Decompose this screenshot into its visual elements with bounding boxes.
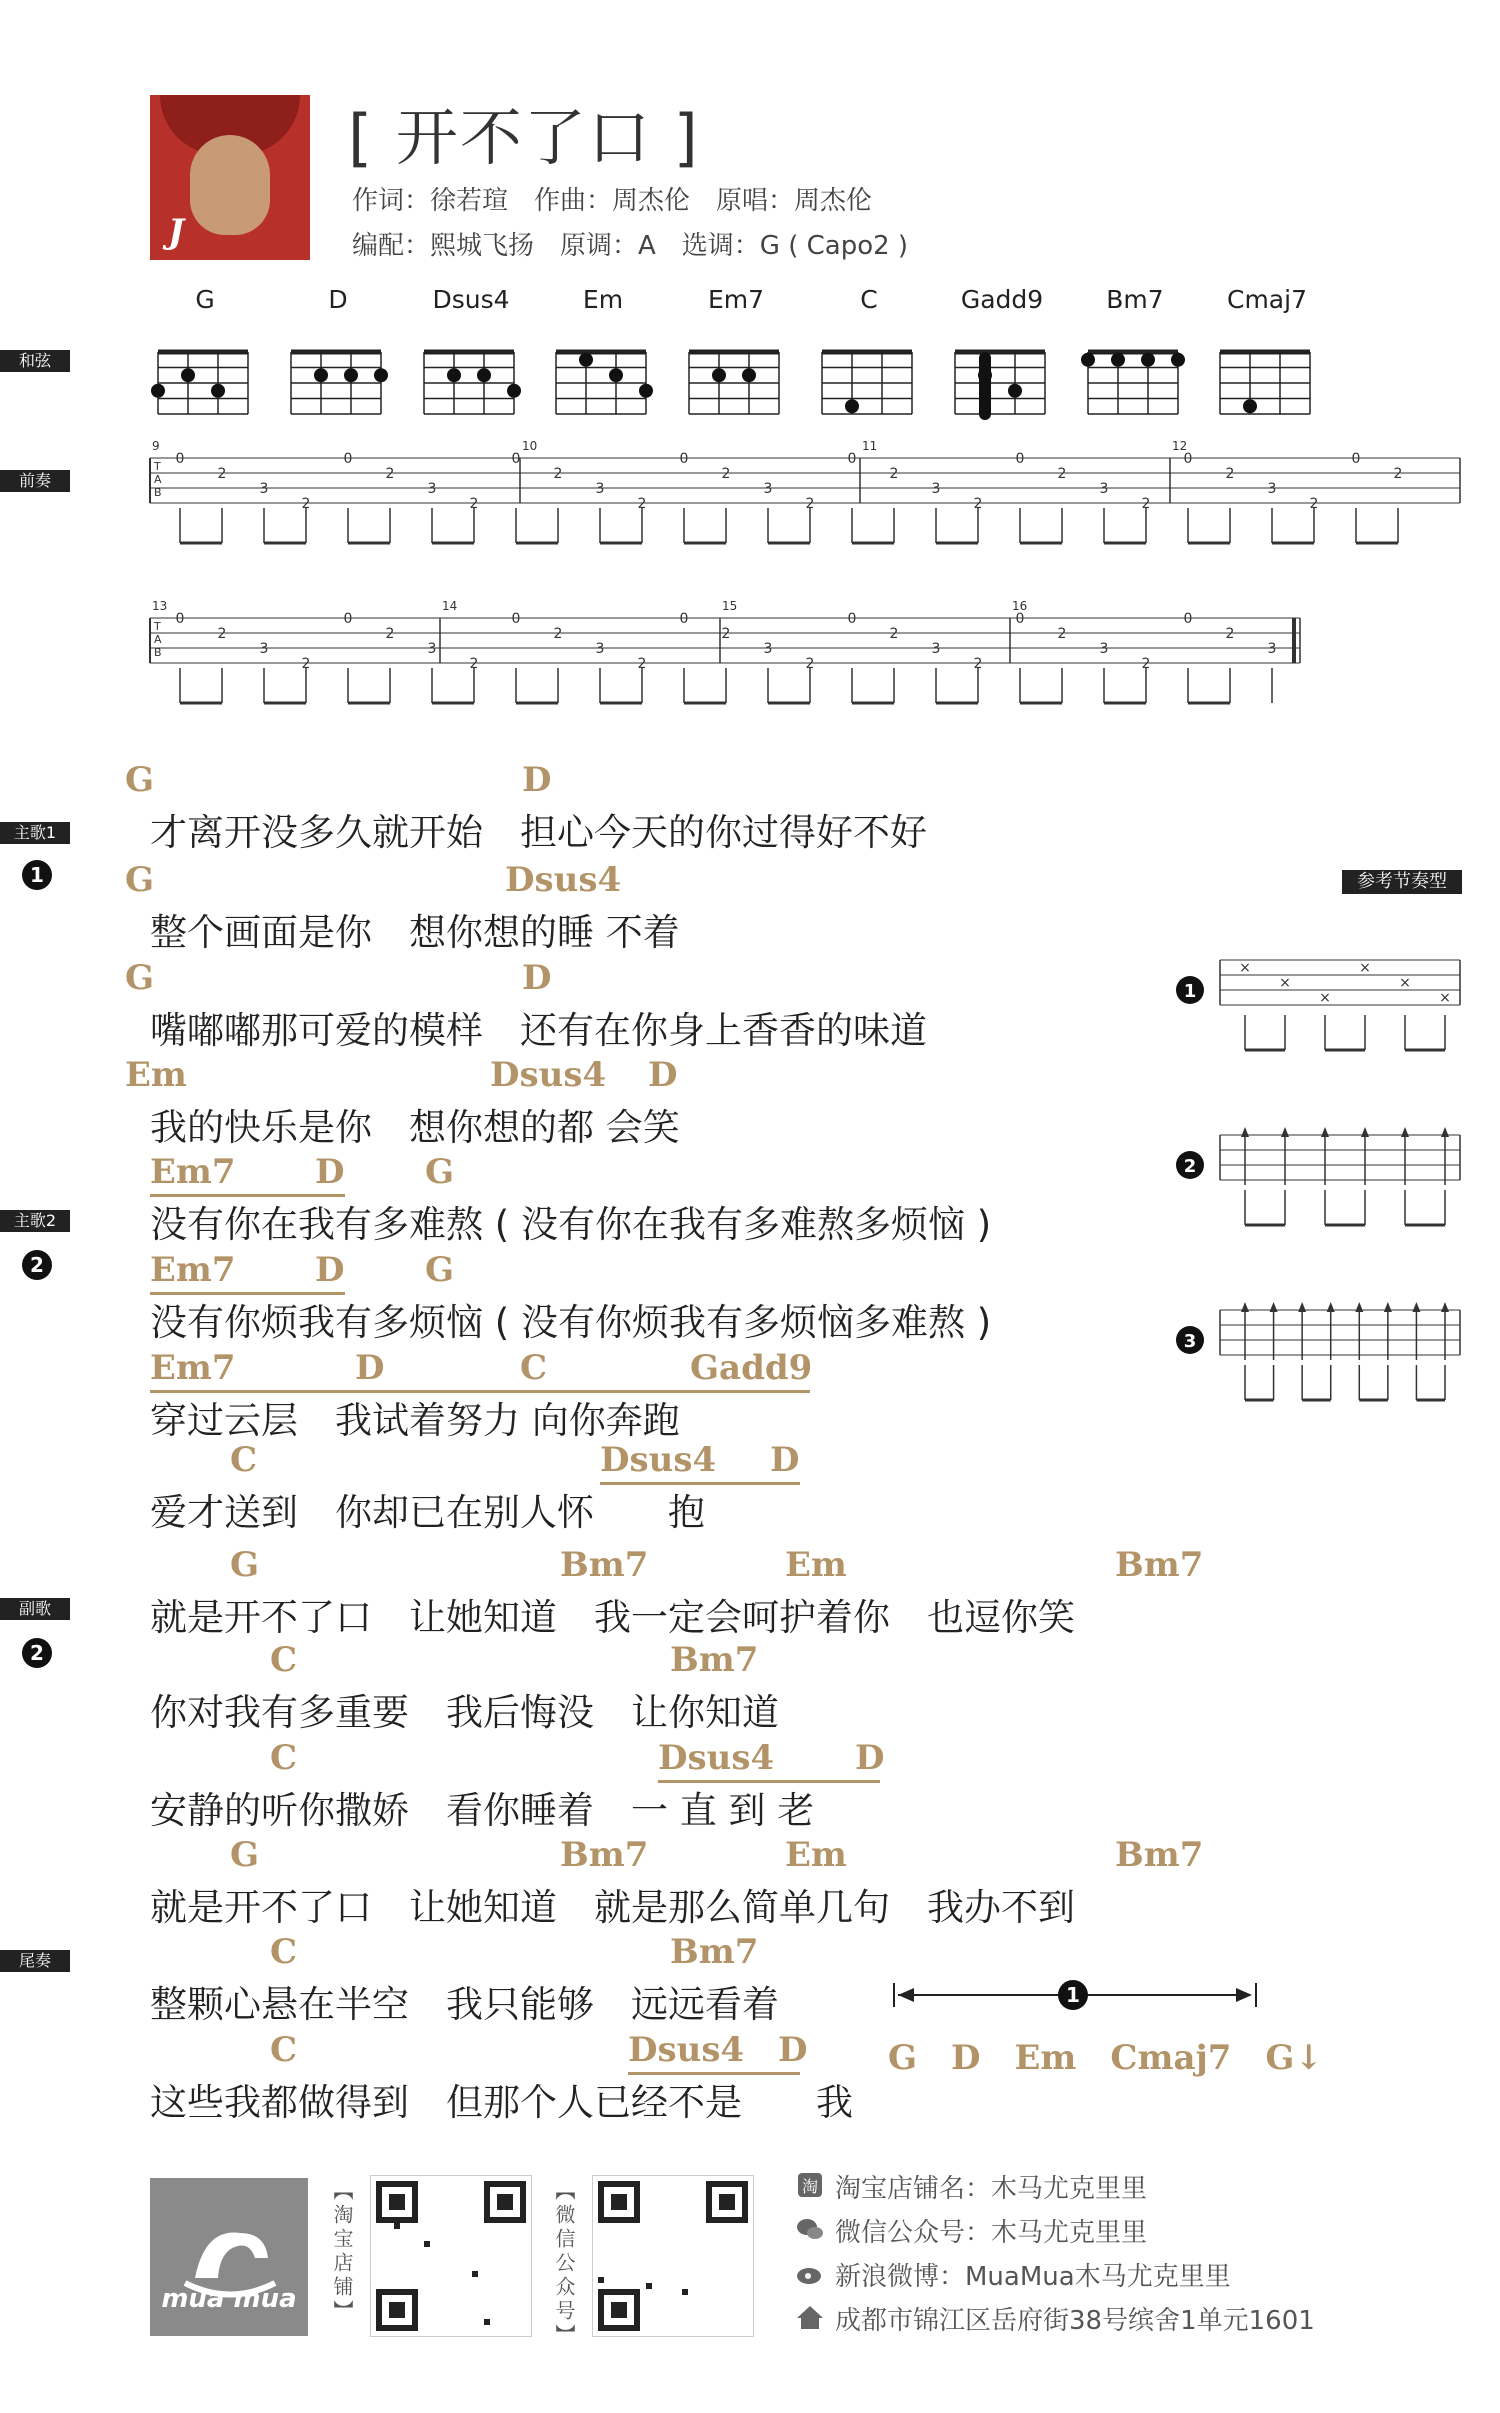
measure-number: 13 <box>152 599 168 613</box>
svg-text:3: 3 <box>259 481 269 497</box>
chord-symbol: Bm7 <box>560 1545 649 1585</box>
rhythm-number: 1 <box>1183 981 1197 1002</box>
chord-diagram-d <box>283 285 393 438</box>
chord-grid <box>283 314 393 434</box>
lyric-line: 你对我有多重要 我后悔没 让你知道 <box>150 1691 779 1734</box>
lyric-line: 没有你烦我有多烦恼 ( 没有你烦我有多烦恼多难熬 ) <box>150 1301 992 1344</box>
svg-text:3: 3 <box>1099 641 1109 657</box>
chord-symbol: C <box>270 1932 298 1972</box>
chord-grid <box>947 314 1057 434</box>
chord-grid <box>548 314 658 434</box>
weibo-icon <box>795 2258 825 2288</box>
chord-diagram-bm7 <box>1080 285 1190 438</box>
svg-text:2: 2 <box>721 626 731 642</box>
chord-symbol: C <box>270 1738 298 1778</box>
chord-symbol: D <box>355 1348 385 1388</box>
svg-text:T: T <box>154 620 161 633</box>
svg-text:0: 0 <box>679 451 689 467</box>
chord-diagram-cmaj7 <box>1212 285 1322 438</box>
chord-symbol: Em7 <box>150 1250 236 1290</box>
svg-text:2: 2 <box>889 626 899 642</box>
svg-text:3: 3 <box>1099 481 1109 497</box>
chord-symbol: Bm7 <box>560 1835 649 1875</box>
svg-text:2: 2 <box>637 496 647 512</box>
taobao-icon <box>795 2170 825 2200</box>
chord-symbol: G <box>125 860 155 900</box>
chord-symbol: Bm7 <box>1115 1545 1204 1585</box>
svg-text:0: 0 <box>175 451 185 467</box>
svg-text:2: 2 <box>1141 496 1151 512</box>
wechat-qr-code[interactable] <box>592 2175 754 2337</box>
verse2-section-label: 主歌2 <box>0 1210 70 1232</box>
chorus-section-label: 副歌 <box>0 1598 70 1620</box>
chord-symbol: D <box>522 958 552 998</box>
svg-text:3: 3 <box>595 641 605 657</box>
svg-text:2: 2 <box>385 466 395 482</box>
chords-section-label: 和弦 <box>0 350 70 372</box>
chord-symbol: D <box>855 1738 885 1778</box>
svg-text:0: 0 <box>847 611 857 627</box>
svg-text:0: 0 <box>511 451 521 467</box>
lyric-line: 整个画面是你 想你想的睡 不着 <box>150 911 680 954</box>
chord-name: C <box>860 285 878 314</box>
wechat-account-text: 微信公众号：木马尤克里里 <box>835 2218 1148 2248</box>
chord-name: D <box>328 285 348 314</box>
chord-diagram-c <box>814 285 924 438</box>
svg-text:2: 2 <box>553 466 563 482</box>
verse1-section-label: 主歌1 <box>0 822 70 844</box>
chord-grid <box>681 314 791 434</box>
ending-marker: 1 <box>1066 1983 1080 2007</box>
ending-chords: G D Em Cmaj7 G↓ <box>888 2038 1323 2078</box>
chord-symbol: Dsus4 <box>628 2030 745 2070</box>
svg-text:2: 2 <box>217 626 227 642</box>
chord-symbol: G <box>125 958 155 998</box>
intro-tab-staff <box>140 438 1470 738</box>
chord-symbol: Em7 <box>150 1152 236 1192</box>
taobao-vertical-label: 【淘宝店铺】 <box>330 2180 354 2324</box>
svg-text:3: 3 <box>931 641 941 657</box>
svg-text:T: T <box>154 460 161 473</box>
reference-rhythm-label: 参考节奏型 <box>1342 870 1462 894</box>
verse2-number: 2 <box>22 1250 52 1280</box>
chord-symbol: G <box>125 760 155 800</box>
chord-name: Em7 <box>707 285 765 314</box>
svg-text:2: 2 <box>469 496 479 512</box>
lyric-line: 才离开没多久就开始 担心今天的你过得好不好 <box>150 811 927 854</box>
svg-text:3: 3 <box>259 641 269 657</box>
svg-text:2: 2 <box>1393 466 1403 482</box>
taobao-qr-code[interactable] <box>370 2175 532 2337</box>
svg-text:2: 2 <box>1309 496 1319 512</box>
chord-symbol: G <box>230 1545 260 1585</box>
svg-text:2: 2 <box>973 656 983 672</box>
chord-symbol: Dsus4 <box>658 1738 775 1778</box>
lyric-line: 这些我都做得到 但那个人已经不是 我 <box>150 2081 853 2124</box>
chord-symbol: Dsus4 <box>600 1440 717 1480</box>
svg-text:0: 0 <box>1015 611 1025 627</box>
chord-diagram-em7 <box>681 285 791 438</box>
chord-symbol: D <box>315 1250 345 1290</box>
chord-symbol: C <box>270 2030 298 2070</box>
wechat-icon <box>795 2214 825 2244</box>
svg-text:×: × <box>1359 960 1371 976</box>
svg-text:2: 2 <box>1057 626 1067 642</box>
svg-text:B: B <box>154 486 162 499</box>
lyric-line: 就是开不了口 让她知道 我一定会呵护着你 也逗你笑 <box>150 1596 1075 1639</box>
svg-text:0: 0 <box>679 611 689 627</box>
chord-symbol: Em <box>125 1055 187 1095</box>
song-title: [ 开不了口 ] <box>348 101 700 174</box>
svg-text:2: 2 <box>637 656 647 672</box>
svg-text:2: 2 <box>553 626 563 642</box>
chord-symbol: D <box>522 760 552 800</box>
chord-symbol: Dsus4 <box>505 860 622 900</box>
svg-text:×: × <box>1239 960 1251 976</box>
svg-text:2: 2 <box>1057 466 1067 482</box>
chord-grid <box>1080 314 1190 434</box>
chord-symbol: Gadd9 <box>690 1348 813 1388</box>
svg-text:0: 0 <box>343 611 353 627</box>
intro-section-label: 前奏 <box>0 470 70 492</box>
home-icon <box>795 2302 825 2332</box>
svg-text:3: 3 <box>931 481 941 497</box>
chord-symbol: Bm7 <box>670 1640 759 1680</box>
lyric-line: 就是开不了口 让她知道 就是那么简单几句 我办不到 <box>150 1886 1075 1929</box>
album-cover: J <box>150 95 310 260</box>
lyric-line: 我的快乐是你 想你想的都 会笑 <box>150 1106 680 1149</box>
svg-text:3: 3 <box>1267 481 1277 497</box>
svg-text:0: 0 <box>847 451 857 467</box>
svg-text:2: 2 <box>385 626 395 642</box>
muamua-logo <box>150 2178 308 2336</box>
svg-text:×: × <box>1319 990 1331 1006</box>
logo-text: mua mua <box>161 2284 297 2314</box>
weibo-text: 新浪微博：MuaMua木马尤克里里 <box>835 2262 1231 2292</box>
chord-grid <box>150 314 260 434</box>
lyric-line: 没有你在我有多难熬 ( 没有你在我有多难熬多烦恼 ) <box>150 1203 992 1246</box>
chord-symbol: G <box>425 1152 455 1192</box>
outro-section-label: 尾奏 <box>0 1950 70 1972</box>
svg-text:0: 0 <box>343 451 353 467</box>
svg-text:3: 3 <box>427 641 437 657</box>
svg-text:×: × <box>1439 990 1451 1006</box>
chord-symbol: C <box>270 1640 298 1680</box>
svg-text:0: 0 <box>1183 611 1193 627</box>
chord-name: G <box>195 285 215 314</box>
rhythm-number: 3 <box>1183 1331 1197 1352</box>
svg-text:0: 0 <box>1183 451 1193 467</box>
chord-symbol: G <box>230 1835 260 1875</box>
lyric-line: 嘴嘟嘟那可爱的模样 还有在你身上香香的味道 <box>150 1009 927 1052</box>
chord-symbol: Em7 <box>150 1348 236 1388</box>
wechat-vertical-label: 【微信公众号】 <box>552 2180 576 2348</box>
svg-text:2: 2 <box>469 656 479 672</box>
reference-rhythm-patterns <box>1175 945 1475 1425</box>
verse1-number: 1 <box>22 860 52 890</box>
chord-grid <box>1212 314 1322 434</box>
measure-number: 9 <box>152 439 160 453</box>
svg-text:A: A <box>154 633 162 646</box>
chord-symbol: Em <box>785 1835 847 1875</box>
measure-number: 15 <box>722 599 738 613</box>
svg-text:×: × <box>1279 975 1291 991</box>
chord-symbol: Bm7 <box>670 1932 759 1972</box>
svg-text:2: 2 <box>805 496 815 512</box>
taobao-shop-text: 淘宝店铺名：木马尤克里里 <box>835 2174 1148 2204</box>
svg-text:3: 3 <box>763 641 773 657</box>
svg-text:0: 0 <box>1351 451 1361 467</box>
lyric-line: 安静的听你撒娇 看你睡着 一 直 到 老 <box>150 1789 815 1832</box>
chord-symbol: D <box>648 1055 678 1095</box>
chord-name: Bm7 <box>1106 285 1164 314</box>
ending-arrow <box>890 1975 1260 2015</box>
measure-number: 16 <box>1012 599 1028 613</box>
svg-text:3: 3 <box>595 481 605 497</box>
svg-text:3: 3 <box>1267 641 1277 657</box>
chord-symbol: C <box>520 1348 548 1388</box>
svg-text:2: 2 <box>301 656 311 672</box>
svg-text:2: 2 <box>1225 626 1235 642</box>
chord-symbol: G <box>425 1250 455 1290</box>
lyric-line: 穿过云层 我试着努力 向你奔跑 <box>150 1399 680 1442</box>
credits-line-2: 编配：熙城飞扬 原调：A 选调：G ( Capo2 ) <box>352 231 909 261</box>
svg-text:×: × <box>1399 975 1411 991</box>
svg-text:淘: 淘 <box>801 2177 819 2196</box>
svg-text:0: 0 <box>1015 451 1025 467</box>
chord-name: Cmaj7 <box>1227 285 1307 314</box>
chord-symbol: Dsus4 <box>490 1055 607 1095</box>
measure-number: 12 <box>1172 439 1188 453</box>
chord-symbol: Em <box>785 1545 847 1585</box>
svg-text:B: B <box>154 646 162 659</box>
chord-name: Gadd9 <box>960 285 1044 314</box>
svg-text:2: 2 <box>721 466 731 482</box>
chord-diagram-g <box>150 285 260 438</box>
lyric-line: 整颗心悬在半空 我只能够 远远看着 <box>150 1983 779 2026</box>
chord-symbol: D <box>778 2030 808 2070</box>
svg-text:3: 3 <box>763 481 773 497</box>
measure-number: 11 <box>862 439 878 453</box>
chord-diagram-gadd9 <box>947 285 1057 438</box>
svg-text:2: 2 <box>805 656 815 672</box>
measure-number: 10 <box>522 439 538 453</box>
address-text: 成都市锦江区岳府街38号缤舍1单元1601 <box>835 2306 1315 2336</box>
svg-text:A: A <box>154 473 162 486</box>
chord-symbol: C <box>230 1440 258 1480</box>
chord-symbol: Bm7 <box>1115 1835 1204 1875</box>
rhythm-number: 2 <box>1183 1156 1197 1177</box>
svg-text:0: 0 <box>175 611 185 627</box>
chord-diagram-em <box>548 285 658 438</box>
svg-text:2: 2 <box>1141 656 1151 672</box>
lyric-line: 爱才送到 你却已在别人怀 抱 <box>150 1491 705 1534</box>
svg-text:0: 0 <box>511 611 521 627</box>
credits-line-1: 作词：徐若瑄 作曲：周杰伦 原唱：周杰伦 <box>352 186 873 216</box>
chord-name: Em <box>582 285 624 314</box>
chord-grid <box>814 314 924 434</box>
chord-name: Dsus4 <box>432 285 510 314</box>
svg-text:2: 2 <box>217 466 227 482</box>
svg-text:3: 3 <box>427 481 437 497</box>
chord-grid <box>416 314 526 434</box>
measure-number: 14 <box>442 599 458 613</box>
chord-diagram-dsus4 <box>416 285 526 438</box>
svg-text:2: 2 <box>889 466 899 482</box>
svg-text:2: 2 <box>1225 466 1235 482</box>
chord-symbol: D <box>315 1152 345 1192</box>
svg-text:2: 2 <box>973 496 983 512</box>
svg-text:2: 2 <box>301 496 311 512</box>
chorus-number: 2 <box>22 1638 52 1668</box>
chord-symbol: D <box>770 1440 800 1480</box>
